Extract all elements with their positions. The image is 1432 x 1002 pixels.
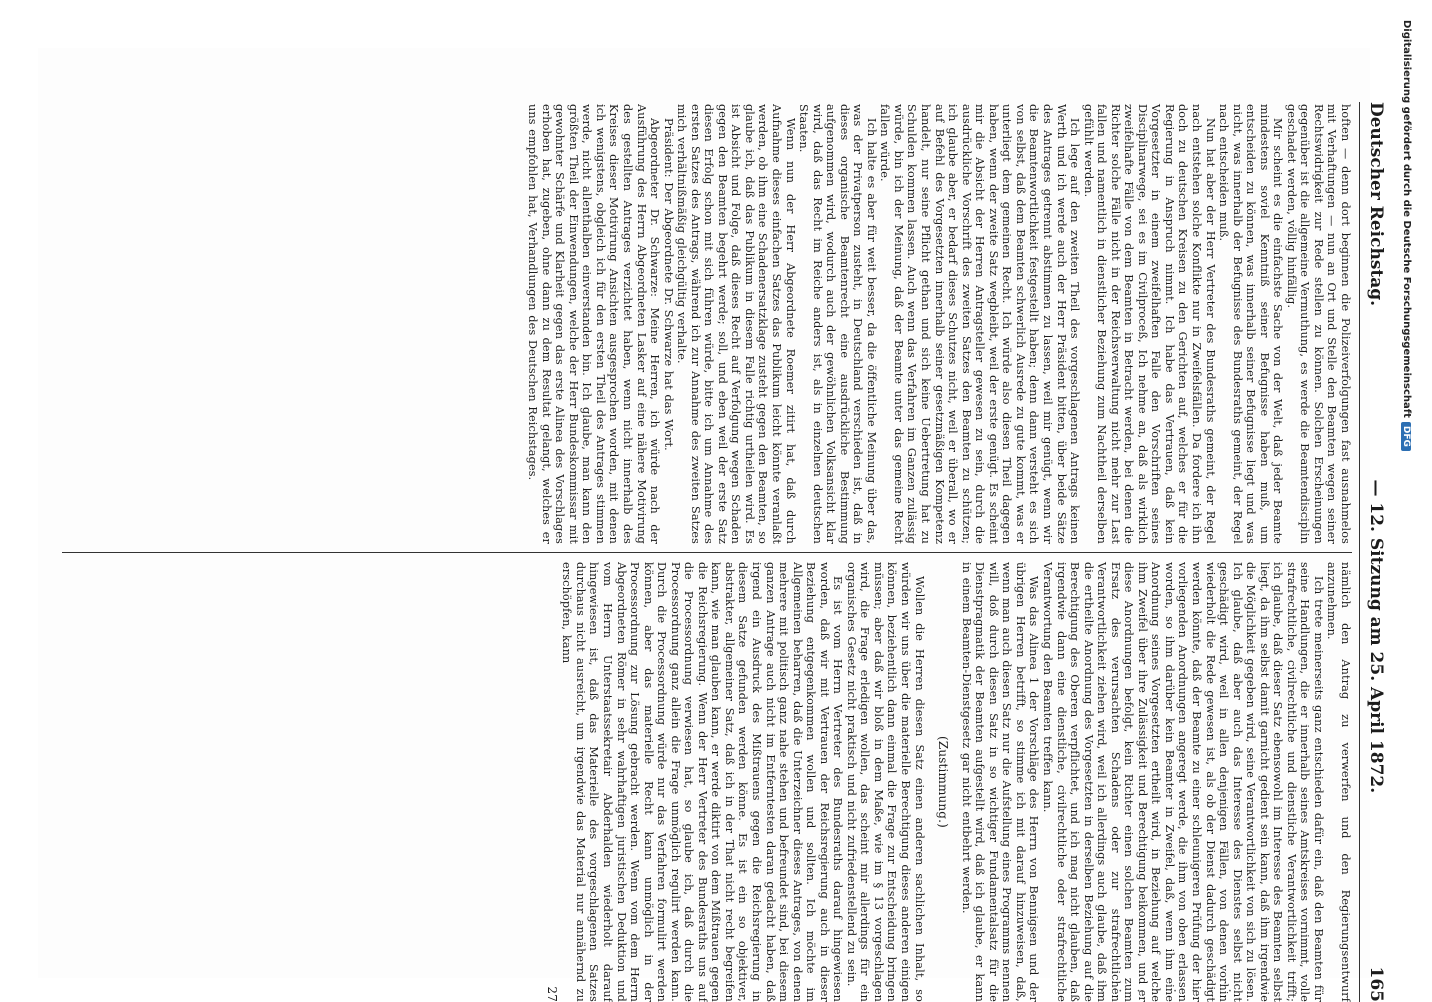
interjection: (Zustimmung.) xyxy=(936,562,950,1002)
paragraph: Ich halte es aber für weit besser, da die öffentliche Meinung über das, was der Privatperson zusteht, in Deutschland verschieden ist, daß in dieses organische Beamtenrecht eine ausdrückliche Bestimmung aufgenommen wird, wodurch auch der gewöhnlichen Volksansicht klar wird, daß das Recht im Reiche anders ist, als in einzelnen deutschen Staaten. xyxy=(797,104,878,544)
dfg-logo: DFG xyxy=(1401,422,1411,451)
page-number: 165 xyxy=(1366,967,1386,1002)
paragraph: Was das Alinea 1 der Vorschläge des Herrn von Bennigsen und der übrigen Herren betrifft, so stimme ich mit darauf hinzuweisen, daß, wenn man auch diesen Satz nur die Aufstellung eines Programms nennen will, doß durch diesen Satz in so wichtiger Fundamentalsatz für die Dienstpragmatik der Beamten aufgestellt wird, daß ich glaube, er kann in einem Beamten-Dienstgesetz gar nicht entbehrt werden. xyxy=(959,562,1040,1002)
running-header xyxy=(1362,102,1390,1002)
paragraph: Ich lege auf den zweiten Theil des vorgeschlagenen Antrags keinen Werth und ich werde auch der Herr Präsident bitten, über beide Sätze des Antrages getrennt abstimmen zu lassen, weil mir genügt, wenn wir die Beamtenwortlichkeit festgestellt haben; denn dann versteht es sich von selbst, daß dem Beamten schwerlich Ausrede zu gute kommt, was er unterliegt dem gemeinen Recht. Ich würde also diesen Theil dagegen haben, wenn der zweite Satz wegbleibt, weil der erste genügt. Es scheint mir die Absicht der Herren Antragsteller gewesen zu sein, durch die ausdrückliche Vorschrift des zweiten Satzes den Beamten zu schützen; ich glaube aber, er bedarf dieses Schutzes nicht, weil er überall, wo er auf Befehl des Vorgesetzten innerhalb seiner gesetzmäßigen Kompetenz handelt, nur seine Pflicht gethan und sich keine Uebertretung hat zu Schulden kommen lassen. Auch wenn das Verfahren im Ganzen zulässig würde, bin ich der Meinung, daß der Beamte unter das gemeine Recht fallen würde. xyxy=(878,104,1081,544)
paragraph: Es ist vom Herrn Vertreter des Bundesraths darauf hingewiesen worden, daß wir mit Vertrauen der Reichsregierung auch in dieser Beziehung entgegenkommen wollen und sollten. Ich möchte im Allgemeinen beharren, daß die Unterzeichner dieses Antrages, von denen mehrere mit politisch ganz nahe stehen und befreundet sind, bei diesem ganzen Antrage auch nicht im Entferntesten daran gedacht haben, daß irgend ein Ausdruck des Mißtrauens gegen die Reichsregierung in diesem Satze gefunden werden könne. Es ist ein so objektiver, abstrakter, allgemeiner Satz, daß ich in der That nicht recht begreifen kann, wie man glauben kann, er werde diktirt von dem Mißtrauen gegen die Reichsregierung. Wenn der Herr Vertreter des Bundesraths uns auf die Processordnung verwiesen hat, so glaube ich, daß durch die Processordnung ganz allein die Frage unmöglich regulirt werden kann. Durch die Processordnung würde nur das Verfahren formulirt werden können, aber das materielle Recht kann unmöglich in der Processordnung zur Lösung gebracht werden. Wenn vom dem Herrn Abgeordneten Römer in sehr wahrhaftigen juristischen Deduktion und vom Herrn Unterstaatssekretair Abderhalden wiederholt darauf hingewiesen ist, daß das Materielle des vorgeschlagenen Satzes durchaus nicht ausreicht, um irgendwie das Material nur annähernd zu erschöpfen, kann xyxy=(560,562,844,1002)
page-body xyxy=(30,42,1390,992)
column-left xyxy=(62,104,1352,544)
digitization-credit xyxy=(1401,20,1412,451)
paragraph: Nun hat aber der Herr Vertreter des Bundesraths gemeint, der Regel nach entstehen solche Konflikte nur in Zweifelsfällen. Da fordere ich ihn doch zu deutschen Kreisen zu den Gerichten auf, welches er für die Regierung in Anspruch nimmt. Ich habe das Vertrauen, daß kein Vorgesetzter in einem zweifelhaften Falle den Vorschriften seines Disciplinarwege, sei es im Civilproceß, Ich nehme an, daß als wirklich zweifelhafte Fälle von dem Beamten in Betracht werden, bei denen die Richter solche Fälle nicht in der Reichsverwaltung nicht mehr zur Last fallen und namentlich in dienstlicher Beziehung zum Nachtheil derselben gefühlt werden. xyxy=(1081,104,1216,544)
column-rule xyxy=(62,552,1352,553)
paragraph: Wenn nun der Herr Abgeordnete Roemer zitirt hat, daß durch Aufnahme dieses einfachen Satzes das Publikum leicht könnte veranlaßt werden, ob ihm eine Schadenersatzklage zusteht gegen den Beamten, so glaube ich, daß das Publikum in diesem Falle richtig urtheilen wird. Es ist Absicht und Folge, daß dieses Recht auf Verfolgung wegen Schaden gegen den Beamten begehrt werde; soll, und eben weil der erste Satz diesen Erfolg schon mit sich führen würde, bitte ich um Annahme des ersten Satzes des Antrags, während ich zur Annahme des zweiten Satzes mich verhältnißmäßig gleichgültig verhalte. xyxy=(675,104,797,544)
session-title: — 12. Sitzung am 25. April 1872. xyxy=(1366,479,1386,793)
paragraph: Abgeordneter Dr. Schwarze: Meine Herren, ich würde nach der Ausführung des Herrn Abgeordneten Lasker auf eine nähere Motivirung des gestellten Antrages verzichtet haben, wenn nicht innerhalb des Kreises dieser Motivirung Ansichten ausgesprochen worden, mit denen ich wenigstens, obgleich ich für den ersten Theil des Antrages stimmen werde, nicht allenthalben einverstanden bin. Ich glaube, man kann den größten Theil der Einwendungen, welche der Herr Bundeskommissar mit gewohnter Schärfe und Klarheit gegen das erste Alinea des Vorschlages erhoben hat, zugeben, ohne dann zu dem Resultat gelangt, welches er uns empfohlen hat, Verhandlungen des Deutschen Reichstages. xyxy=(526,104,661,544)
journal-title: Deutscher Reichstag. xyxy=(1366,102,1386,306)
paragraph: hoften — denn dort beginnen die Polizeiverfolgungen fast ausnahmelos mit Verhaftungen — nun an Ort und Stelle den Beamten wegen seiner Rechtswidrigkeit zur Rede stellen zu können. Solchen Erscheinungen gegenüber ist die allgemeine Vermuthung, es werde die Beamtendisciplin geschadet werden, völlig hinfällig. xyxy=(1284,104,1352,544)
page-edge-marks: · · · · · · · · xyxy=(1100,984,1237,999)
speaker-line: Präsident: Der Abgeordnete Dr. Schwarze hat das Wort. xyxy=(661,104,675,544)
paragraph: Wollen die Herren diesen Satz einen anderen sachlichen Inhalt, so würden wir uns über die materielle Berechtigung dieses anderen einigen können, beziehentlich dann einmal die Frage zur Entscheidung bringen müssen; aber daß wir bloß in dem Maße, wie im § 13 vorgeschlagen wird, die Frage erledigen wollen, das scheint mir allerdings für ein organisches Gesetz nicht praktisch und nicht zufriedenstellend zu sein. xyxy=(844,562,925,1002)
paragraph: Mir scheint es die einfachste Sache von der Welt, daß jeder Beamte mindestens soviel Kenntniß seiner Befugnisse haben muß, um entscheiden zu können, was innerhalb seiner Befugnisse liegt und was nicht, was innerhalb der Befugnisse des Bundesraths gemeint, der Regel nach entscheiden muß. xyxy=(1217,104,1285,544)
paragraph: nämlich den Antrag zu verwerfen und den Regierungsentwurf anzunehmen. xyxy=(1325,562,1352,1002)
column-right xyxy=(62,562,1352,1002)
signature-mark: 27 xyxy=(544,562,558,1002)
paragraph: Ich trete meinerseits ganz entschieden dafür ein, daß den Beamten für seine Handlungen, die er innerhalb seines Amtskreises vornimmt, volle strafrechtliche, civilrechtliche und dienstliche Verantwortlichkeit trifft; ich glaube, daß dieser Satz ebensowohl im Interesse des Beamten selbst liegt, da ihm selbst damit garnicht gedient sein kann, daß ihm irgendwie die Möglichkeit gegeben wird, seine Verantwortlichkeit von sich zu lösen. Ich glaube, daß aber auch das Interesse des Dienstes selbst nicht geschädigt wird, weil in allen denjenigen Fällen, von denen vorhin wiederholt die Rede gewesen ist, als ob der Dienst dadurch geschädigt werden könnte, daß der Beamte zu einer schleunigeren Prüfung der hier vorliegenden Anordnungen angeregt werde, die ihm von oben erlassen worden, so ihm darüber kein Beamter in Zweifel, daß, wenn ihm eine Anordnung seines Vorgesetzten ertheilt wird, in Beziehung auf welche ihm Zweifel über ihre Zulässigkeit und Berechtigung beikommen, und er diese Anordnungen befolgt, kein Richter einen solchen Beamten zum Ersatz des verursachten Schadens oder zur strafrechtlichen Verantwortlichkeit ziehen wird, weil ich allerdings auch glaube, daß ihm die ertheilte Anordnung des Vorgesetzten in derselben Beziehung auf die Berechtigung des Oberen verpflichtet, und ich mag nicht glauben, daß irgendwie dann eine dienstliche, civilrechtliche oder strafrechtliche Verantwortung den Beamten treffen kann. xyxy=(1040,562,1324,1002)
header-rule xyxy=(1359,102,1360,1002)
credit-text: Digitalisierung gefördert durch die Deutsche Forschungsgemeinschaft xyxy=(1401,20,1412,418)
